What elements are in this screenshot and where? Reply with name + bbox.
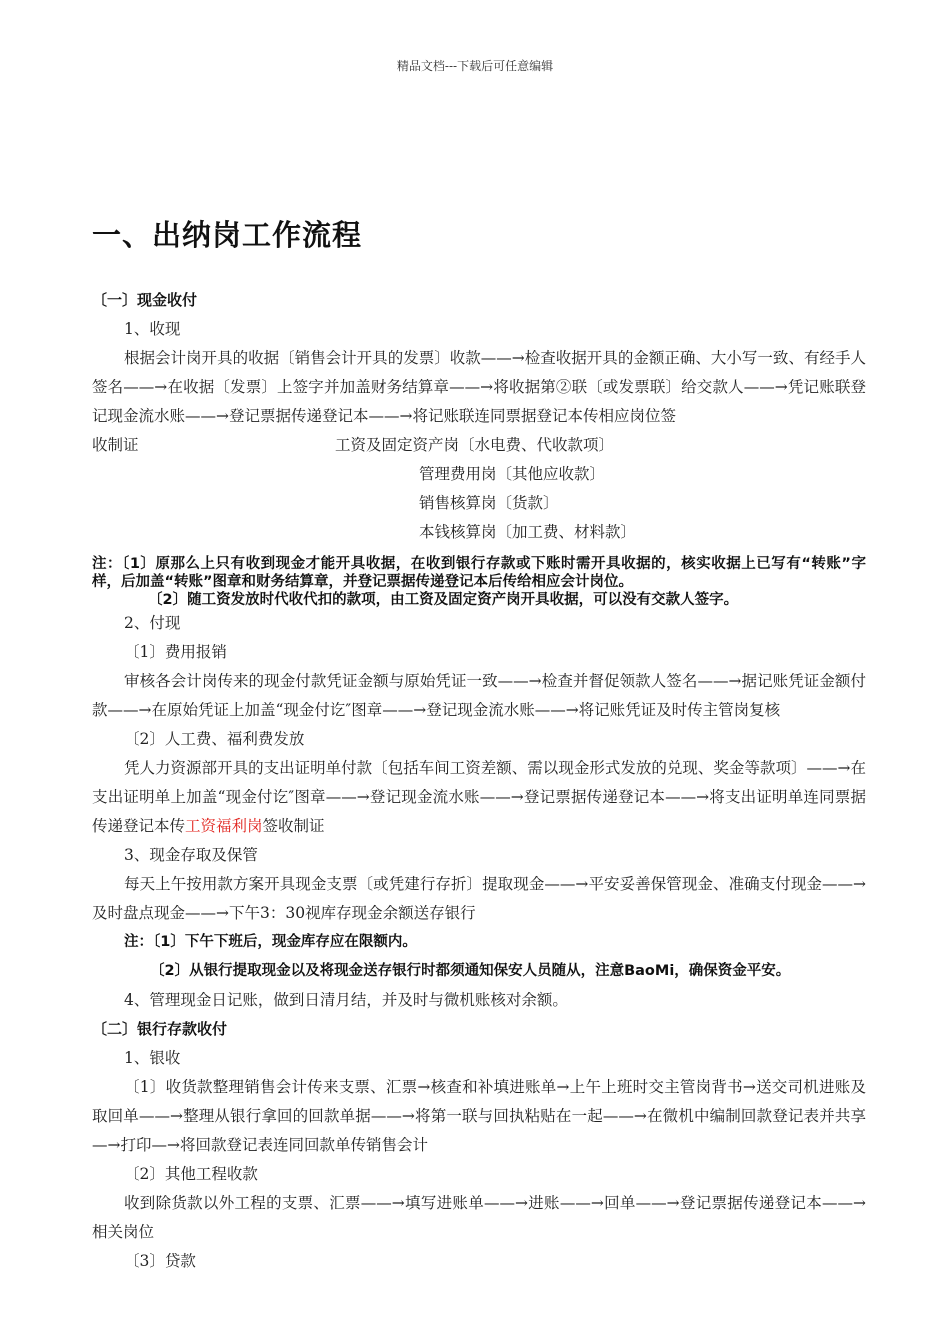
paragraph-cash-storage: 每天上午按用款方案开具现金支票〔或凭建行存折〕提取现金——→平安妥善保管现金、准确支付现金——→及时盘点现金——→下午3：30视库存现金余额送存银行 <box>92 875 866 922</box>
paragraph-other-projects: 收到除货款以外工程的支票、汇票——→填写进账单——→进账——→回单——→登记票据传递登记本——→相关岗位 <box>92 1194 866 1241</box>
paragraph-payroll-text: 凭人力资源部开具的支出证明单付款〔包括车间工资差额、需以现金形式发放的兑现、奖金等款项〕——→在支出证明单上加盖“现金付讫″图章——→登记现金流水账——→登记票据传递登记本——→将支出证明单连同票据传递登记本传 <box>92 759 866 835</box>
item-heading-pay-cash: 2、付现 <box>124 614 181 632</box>
sub-heading-payroll: 〔2〕人工费、福利费发放 <box>124 730 305 748</box>
post-row-1 <box>92 431 866 460</box>
note-block-receive <box>92 555 866 609</box>
note-cash-limit: 注：〔1〕下午下班后，现金库存应在限额内。 <box>124 934 417 950</box>
post-item-payroll: 工资及固定资产岗〔水电费、代收款项〕 <box>335 436 615 454</box>
post-row-2 <box>92 460 866 489</box>
note-payroll-withhold: 〔2〕随工资发放时代收代扣的款项，由工资及固定资产岗开具收据，可以没有交款人签字。 <box>148 592 739 608</box>
document-body <box>92 286 866 1276</box>
item-heading-receive-cash: 1、收现 <box>124 320 181 338</box>
paragraph-goods-payment: 〔1〕收货款整理销售会计传来支票、汇票→核查和补填进账单→上午上班时交主管岗背书→送交司机进账及取回单——→整理从银行拿回的回款单据——→将第一联与回执粘贴在一起——→在微机中编制回款登记表并共享—→打印—→将回款登记表连同回款单传销售会计 <box>92 1078 866 1154</box>
paragraph-tail: 收制证 <box>92 436 139 454</box>
item-heading-cash-storage: 3、现金存取及保管 <box>124 846 258 864</box>
post-item-cost: 本钱核算岗〔加工费、材料款〕 <box>419 523 637 541</box>
page-header: 精品文档---下载后可任意编辑 <box>396 59 554 73</box>
paragraph-expense: 审核各会计岗传来的现金付款凭证金额与原始凭证一致——→检查并督促领款人签名——→据记账凭证金额付款——→在原始凭证上加盖“现金付讫″图章——→登记现金流水账——→将记账凭证及时传主管岗复核 <box>92 672 866 719</box>
section-heading-cash: 〔一〕现金收付 <box>92 291 198 309</box>
paragraph-payroll-tail: 签收制证 <box>262 817 325 835</box>
item-cash-journal: 4、管理现金日记账，做到日清月结，并及时与微机账核对余额。 <box>124 991 568 1009</box>
post-item-sales: 销售核算岗〔货款〕 <box>419 494 559 512</box>
post-row-4 <box>92 518 866 547</box>
sub-heading-expense: 〔1〕费用报销 <box>124 643 227 661</box>
paragraph-payroll <box>92 754 866 841</box>
post-item-admin: 管理费用岗〔其他应收款〕 <box>419 465 606 483</box>
post-row-3 <box>92 489 866 518</box>
item-heading-bank-receive: 1、银收 <box>124 1049 181 1067</box>
sub-heading-loan: 〔3〕贷款 <box>124 1252 196 1270</box>
highlight-payroll-post: 工资福利岗 <box>185 817 263 835</box>
section-heading-bank: 〔二〕银行存款收付 <box>92 1020 228 1038</box>
page-title: 一、出纳岗工作流程 <box>92 218 363 252</box>
note-security: 〔2〕从银行提取现金以及将现金送存银行时都须通知保安人员随从，注意BaoMi，确保资金平安。 <box>150 963 791 979</box>
note-receipt-rule: 注：〔1〕原那么上只有收到现金才能开具收据，在收到银行存款或下账时需开具收据的，核实收据上已写有“转账”字样，后加盖“转账”图章和财务结算章，并登记票据传递登记本后传给相应会计岗位。 <box>92 556 866 590</box>
sub-heading-other-projects: 〔2〕其他工程收款 <box>124 1165 258 1183</box>
paragraph-receive-cash: 根据会计岗开具的收据〔销售会计开具的发票〕收款——→检查收据开具的金额正确、大小写一致、有经手人签名——→在收据〔发票〕上签字并加盖财务结算章——→将收据第②联〔或发票联〕给交款人——→凭记账联登记现金流水账——→登记票据传递登记本——→将记账联连同票据登记本传相应岗位签 <box>92 349 866 425</box>
